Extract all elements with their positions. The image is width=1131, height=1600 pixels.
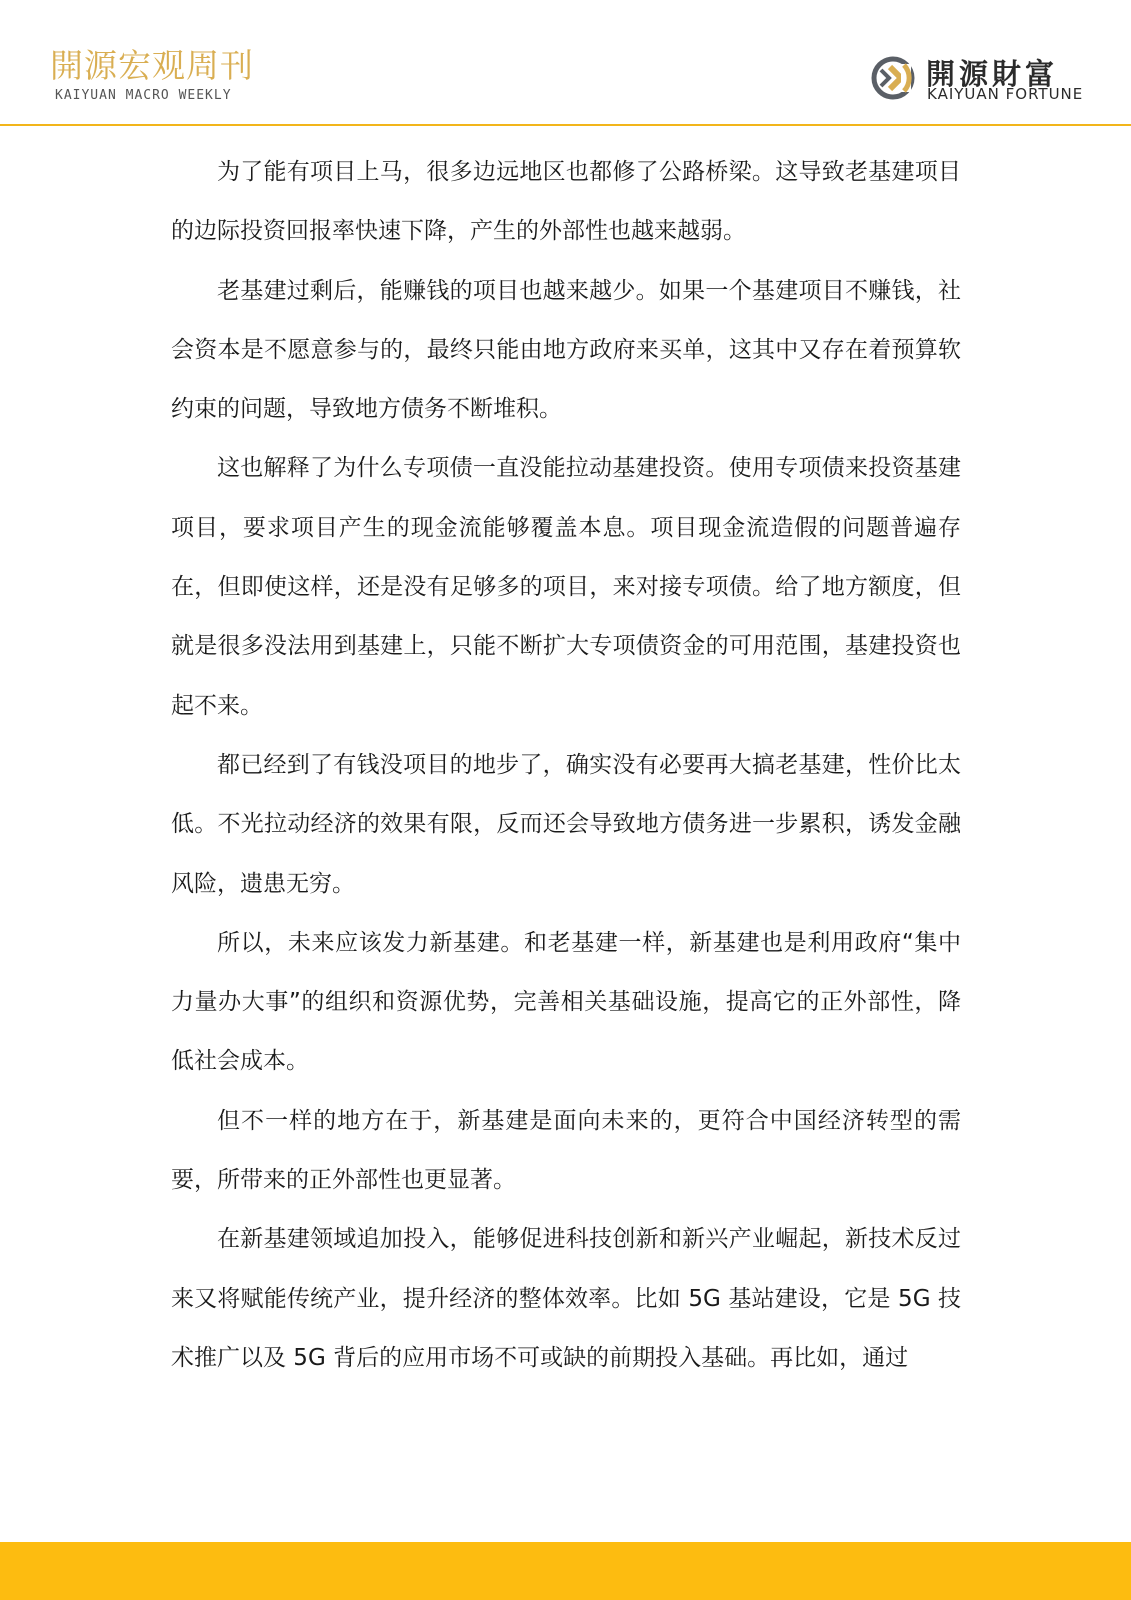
header-divider [0, 124, 1131, 126]
logo-name-en: KAIYUAN FORTUNE [927, 85, 1084, 103]
paragraph: 但不一样的地方在于，新基建是面向未来的，更符合中国经济转型的需要，所带来的正外部性也更显著。 [171, 1107, 961, 1194]
paragraph: 都已经到了有钱没项目的地步了，确实没有必要再大搞老基建，性价比太低。不光拉动经济的效果有限，反而还会导致地方债务进一步累积，诱发金融风险，遗患无穷。 [171, 751, 961, 897]
paragraph: 老基建过剩后，能赚钱的项目也越来越少。如果一个基建项目不赚钱，社会资本是不愿意参与的，最终只能由地方政府来买单，这其中又存在着预算软约束的问题，导致地方债务不断堆积。 [171, 277, 961, 423]
publication-subtitle: KAIYUAN MACRO WEEKLY [55, 88, 232, 103]
footer-bar [0, 1542, 1131, 1600]
article-body [171, 143, 961, 1388]
paragraph: 这也解释了为什么专项债一直没能拉动基建投资。使用专项债来投资基建项目，要求项目产生的现金流能够覆盖本息。项目现金流造假的问题普遍存在，但即使这样，还是没有足够多的项目，来对接专项债。给了地方额度，但就是很多没法用到基建上，只能不断扩大专项债资金的可用范围，基建投资也起不来。 [171, 455, 961, 719]
paragraph: 所以，未来应该发力新基建。和老基建一样，新基建也是利用政府“集中力量办大事”的组织和资源优势，完善相关基础设施，提高它的正外部性，降低社会成本。 [171, 929, 961, 1075]
paragraph: 在新基建领域追加投入，能够促进科技创新和新兴产业崛起，新技术反过来又将赋能传统产业，提升经济的整体效率。比如 5G 基站建设，它是 5G 技术推广以及 5G 背后的应用市场不可或缺的前期投入基础。再比如，通过 [171, 1226, 961, 1371]
kaiyuan-logo-icon [868, 52, 920, 104]
publication-title: 開源宏观周刊 [50, 46, 254, 85]
logo-name-cn: 開源財富 [926, 57, 1059, 91]
page-header [0, 0, 1131, 127]
paragraph: 为了能有项目上马，很多边远地区也都修了公路桥梁。这导致老基建项目的边际投资回报率快速下降，产生的外部性也越来越弱。 [171, 159, 961, 245]
kaiyuan-fortune-logo [868, 52, 1088, 106]
